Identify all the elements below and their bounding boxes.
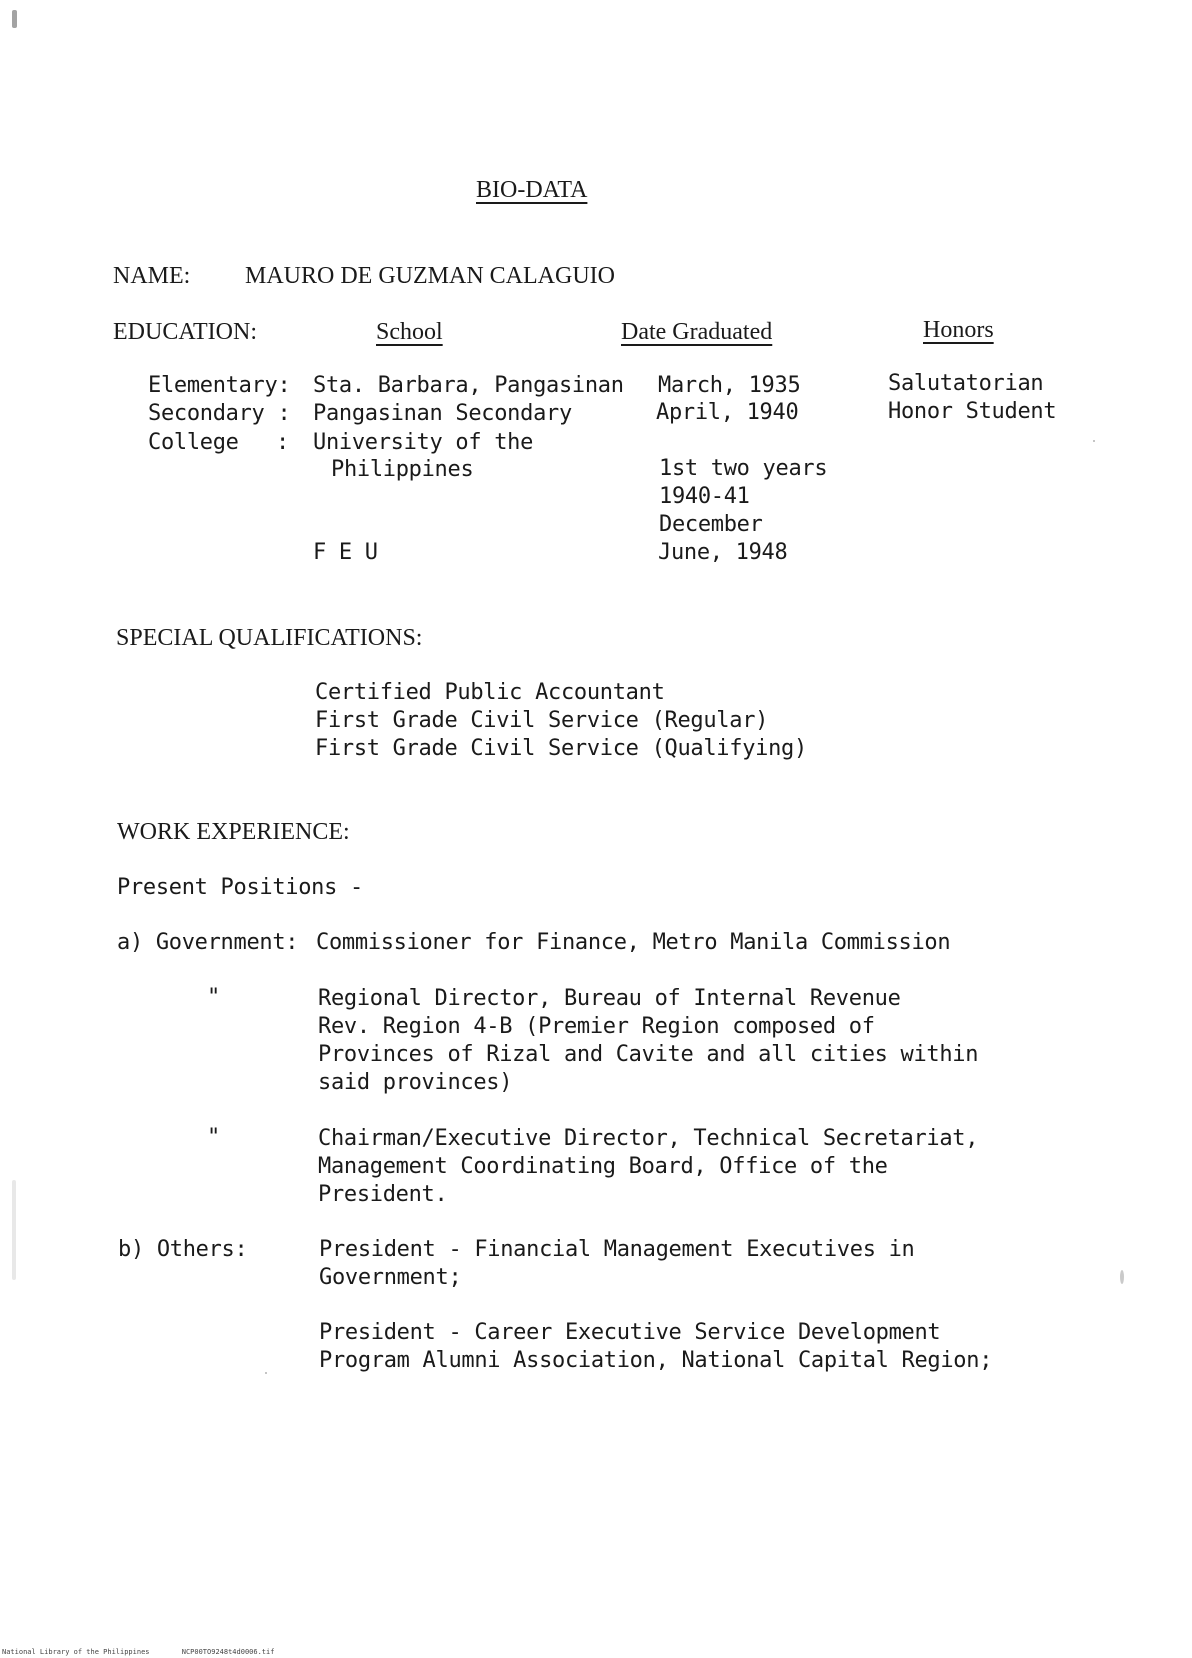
others-label: b) Others: bbox=[118, 1237, 248, 1262]
education-elementary-date: March, 1935 bbox=[658, 373, 801, 398]
education-secondary-level: Secondary : bbox=[148, 401, 291, 426]
others-position-2-line: Program Alumni Association, National Capital Region; bbox=[319, 1348, 993, 1373]
education-college-date-line2: 1940-41 bbox=[659, 484, 750, 509]
government-position-2-line: Regional Director, Bureau of Internal Revenue bbox=[318, 986, 901, 1011]
education-college-level: College bbox=[148, 430, 239, 455]
special-qualifications-label: SPECIAL QUALIFICATIONS: bbox=[116, 625, 423, 651]
special-qualification-item: First Grade Civil Service (Qualifying) bbox=[315, 736, 807, 761]
education-college-date2: June, 1948 bbox=[658, 540, 788, 565]
scan-speck bbox=[1120, 1270, 1124, 1284]
others-position-1-line: President - Financial Management Executives in bbox=[319, 1237, 915, 1262]
scan-speck bbox=[12, 1180, 16, 1280]
scan-speck bbox=[265, 1372, 267, 1374]
government-position-3-line: President. bbox=[318, 1182, 448, 1207]
scan-speck bbox=[1093, 440, 1095, 442]
government-position-2-line: Rev. Region 4-B (Premier Region composed of bbox=[318, 1014, 875, 1039]
name-label: NAME: bbox=[113, 263, 191, 289]
education-college-school2: F E U bbox=[313, 540, 378, 565]
special-qualification-item: First Grade Civil Service (Regular) bbox=[315, 708, 769, 733]
special-qualification-item: Certified Public Accountant bbox=[315, 680, 665, 705]
present-positions-label: Present Positions - bbox=[117, 875, 363, 900]
government-label: a) Government: bbox=[117, 930, 299, 955]
footer-file-name: NCP00TO9248t4d0006.tif bbox=[181, 1648, 275, 1656]
education-header-date: Date Graduated bbox=[621, 319, 773, 345]
government-position-2-line: said provinces) bbox=[318, 1070, 513, 1095]
education-college-school-line2: Philippines bbox=[331, 457, 474, 482]
education-elementary-honors: Salutatorian bbox=[888, 371, 1044, 396]
education-label: EDUCATION: bbox=[113, 319, 257, 345]
work-experience-label: WORK EXPERIENCE: bbox=[117, 819, 350, 845]
education-college-date-line3: December bbox=[659, 512, 763, 537]
page-title: BIO-DATA bbox=[476, 177, 588, 203]
education-college-date-line1: 1st two years bbox=[659, 456, 828, 481]
name-value: MAURO DE GUZMAN CALAGUIO bbox=[245, 263, 615, 289]
education-elementary-school: Sta. Barbara, Pangasinan bbox=[313, 373, 624, 398]
education-header-honors: Honors bbox=[923, 317, 994, 343]
government-position-3-line: Chairman/Executive Director, Technical Secretariat, bbox=[318, 1126, 979, 1151]
ditto-mark: " bbox=[207, 1125, 220, 1150]
education-college-colon: : bbox=[276, 430, 289, 455]
education-secondary-school: Pangasinan Secondary bbox=[313, 401, 572, 426]
scan-footer bbox=[2, 1648, 302, 1656]
education-elementary-level: Elementary: bbox=[148, 373, 291, 398]
others-position-2-line: President - Career Executive Service Development bbox=[319, 1320, 941, 1345]
ditto-mark: " bbox=[207, 985, 220, 1010]
government-position-1: Commissioner for Finance, Metro Manila Commission bbox=[316, 930, 951, 955]
education-header-school: School bbox=[376, 319, 443, 345]
scan-speck bbox=[12, 10, 17, 28]
government-position-2-line: Provinces of Rizal and Cavite and all cities within bbox=[318, 1042, 979, 1067]
education-secondary-date: April, 1940 bbox=[656, 400, 799, 425]
education-college-school-line1: University of the bbox=[313, 430, 534, 455]
footer-library-name: National Library of the Philippines bbox=[2, 1648, 150, 1656]
others-position-1-line: Government; bbox=[319, 1265, 462, 1290]
government-position-3-line: Management Coordinating Board, Office of the bbox=[318, 1154, 888, 1179]
education-secondary-honors: Honor Student bbox=[888, 399, 1057, 424]
